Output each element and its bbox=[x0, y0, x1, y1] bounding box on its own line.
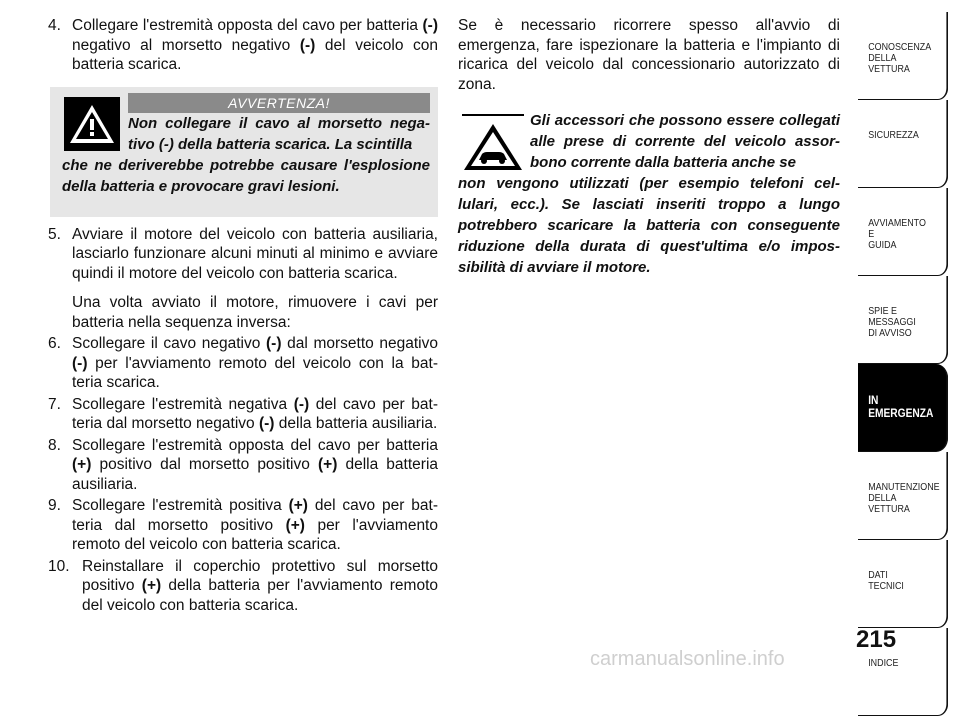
step-text: Avviare il motore del veicolo con batteria ausiliaria, lasciarlo funzionare alcuni minuti al minimo e avviare quindi il motore del veicolo con batteria scarica. bbox=[72, 225, 438, 282]
tab-sicurezza[interactable]: SICUREZZA bbox=[858, 100, 948, 188]
tab-dati-tecnici[interactable]: DATI TECNICI bbox=[858, 540, 948, 628]
step-6 bbox=[48, 334, 438, 393]
step-7 bbox=[48, 395, 438, 434]
step-number: 9. bbox=[48, 497, 61, 514]
note-text-rest: non vengono utilizzati (per esempio telefoni cel-lulari, ecc.). Se lasciati inseriti troppo a lungo potrebbero scaricare la batteria con conseguente riduzione della durata di quest'ultima e/o impos-sibilità di avviare il motore. bbox=[458, 175, 840, 276]
step-text: Scollegare l'estremità negativa (-) del cavo per bat-teria dal morsetto negativo (-) della batteria ausiliaria. bbox=[72, 395, 438, 432]
chapter-sidebar bbox=[858, 12, 950, 716]
step-number: 10. bbox=[48, 557, 70, 575]
page-number: 215 bbox=[856, 626, 897, 653]
note-box bbox=[458, 110, 840, 278]
left-column bbox=[48, 16, 438, 617]
tab-in-emergenza[interactable]: IN EMERGENZA bbox=[858, 364, 948, 452]
step-8 bbox=[48, 436, 438, 495]
right-column bbox=[458, 16, 840, 278]
tab-avviamento-e-guida[interactable]: AVVIAMENTO E GUIDA bbox=[858, 188, 948, 276]
tab-spie-e-messaggi[interactable]: SPIE E MESSAGGI DI AVVISO bbox=[858, 276, 948, 364]
tab-indice[interactable]: INDICE bbox=[858, 628, 948, 716]
step-text: Scollegare l'estremità opposta del cavo per batteria (+) positivo dal morsetto positivo (+) della batteria ausiliaria. bbox=[72, 436, 439, 493]
car-note-icon bbox=[462, 122, 524, 172]
step-text: Scollegare il cavo negativo (-) dal morsetto negativo (-) per l'avviamento remoto del veicolo con la bat-teria scarica. bbox=[72, 335, 438, 391]
step-4 bbox=[48, 16, 438, 75]
step-5 bbox=[48, 225, 438, 284]
note-text-first: Gli accessori che possono essere collegati alle prese di corrente del veicolo assor-bono corrente dalla batteria anche se bbox=[530, 112, 840, 171]
watermark: carmanualsonline.info bbox=[590, 648, 785, 670]
warning-heading: AVVERTENZA! bbox=[128, 93, 430, 113]
step-number: 8. bbox=[48, 436, 61, 454]
step-9 bbox=[48, 496, 438, 555]
step-number: 5. bbox=[48, 225, 61, 243]
step-text: Scollegare l'estremità positiva (+) del cavo per bat-teria dal morsetto positivo (+) per l'avviamento remoto del veicolo con batteria scarica. bbox=[72, 497, 439, 553]
step-number: 4. bbox=[48, 17, 61, 34]
sequence-intro: Una volta avviato il motore, rimuovere i cavi per batteria nella sequenza inversa: bbox=[72, 294, 438, 331]
warning-triangle-icon bbox=[64, 97, 120, 151]
step-text: Reinstallare il coperchio protettivo sul morsetto positivo (+) della batteria per l'avviamento remoto del veicolo con batteria scarica. bbox=[82, 557, 438, 614]
warning-text: Non collegare il cavo al morsetto nega-tivo (-) della batteria scarica. La scintilla che ne deriverebbe potrebbe causare l'esplosione della batteria e provocare gravi lesioni. bbox=[62, 114, 430, 195]
warning-box bbox=[50, 87, 438, 217]
step-text: Collegare l'estremità opposta del cavo per batteria (-) negativo al morsetto negativo (-) del veicolo con batteria scarica. bbox=[72, 17, 438, 73]
step-number: 7. bbox=[48, 395, 61, 413]
note-rule bbox=[462, 114, 524, 116]
tab-conoscenza-della-vettura[interactable]: CONOSCENZA DELLA VETTURA bbox=[858, 12, 948, 100]
service-paragraph: Se è necessario ricorrere spesso all'avvio di emergenza, fare ispezionare la batteria e l'impianto di ricarica del veicolo dal concessionario autorizzato di zona. bbox=[458, 17, 840, 93]
tab-manutenzione[interactable]: MANUTENZIONE DELLA VETTURA bbox=[858, 452, 948, 540]
step-number: 6. bbox=[48, 335, 61, 352]
step-10 bbox=[48, 557, 438, 616]
